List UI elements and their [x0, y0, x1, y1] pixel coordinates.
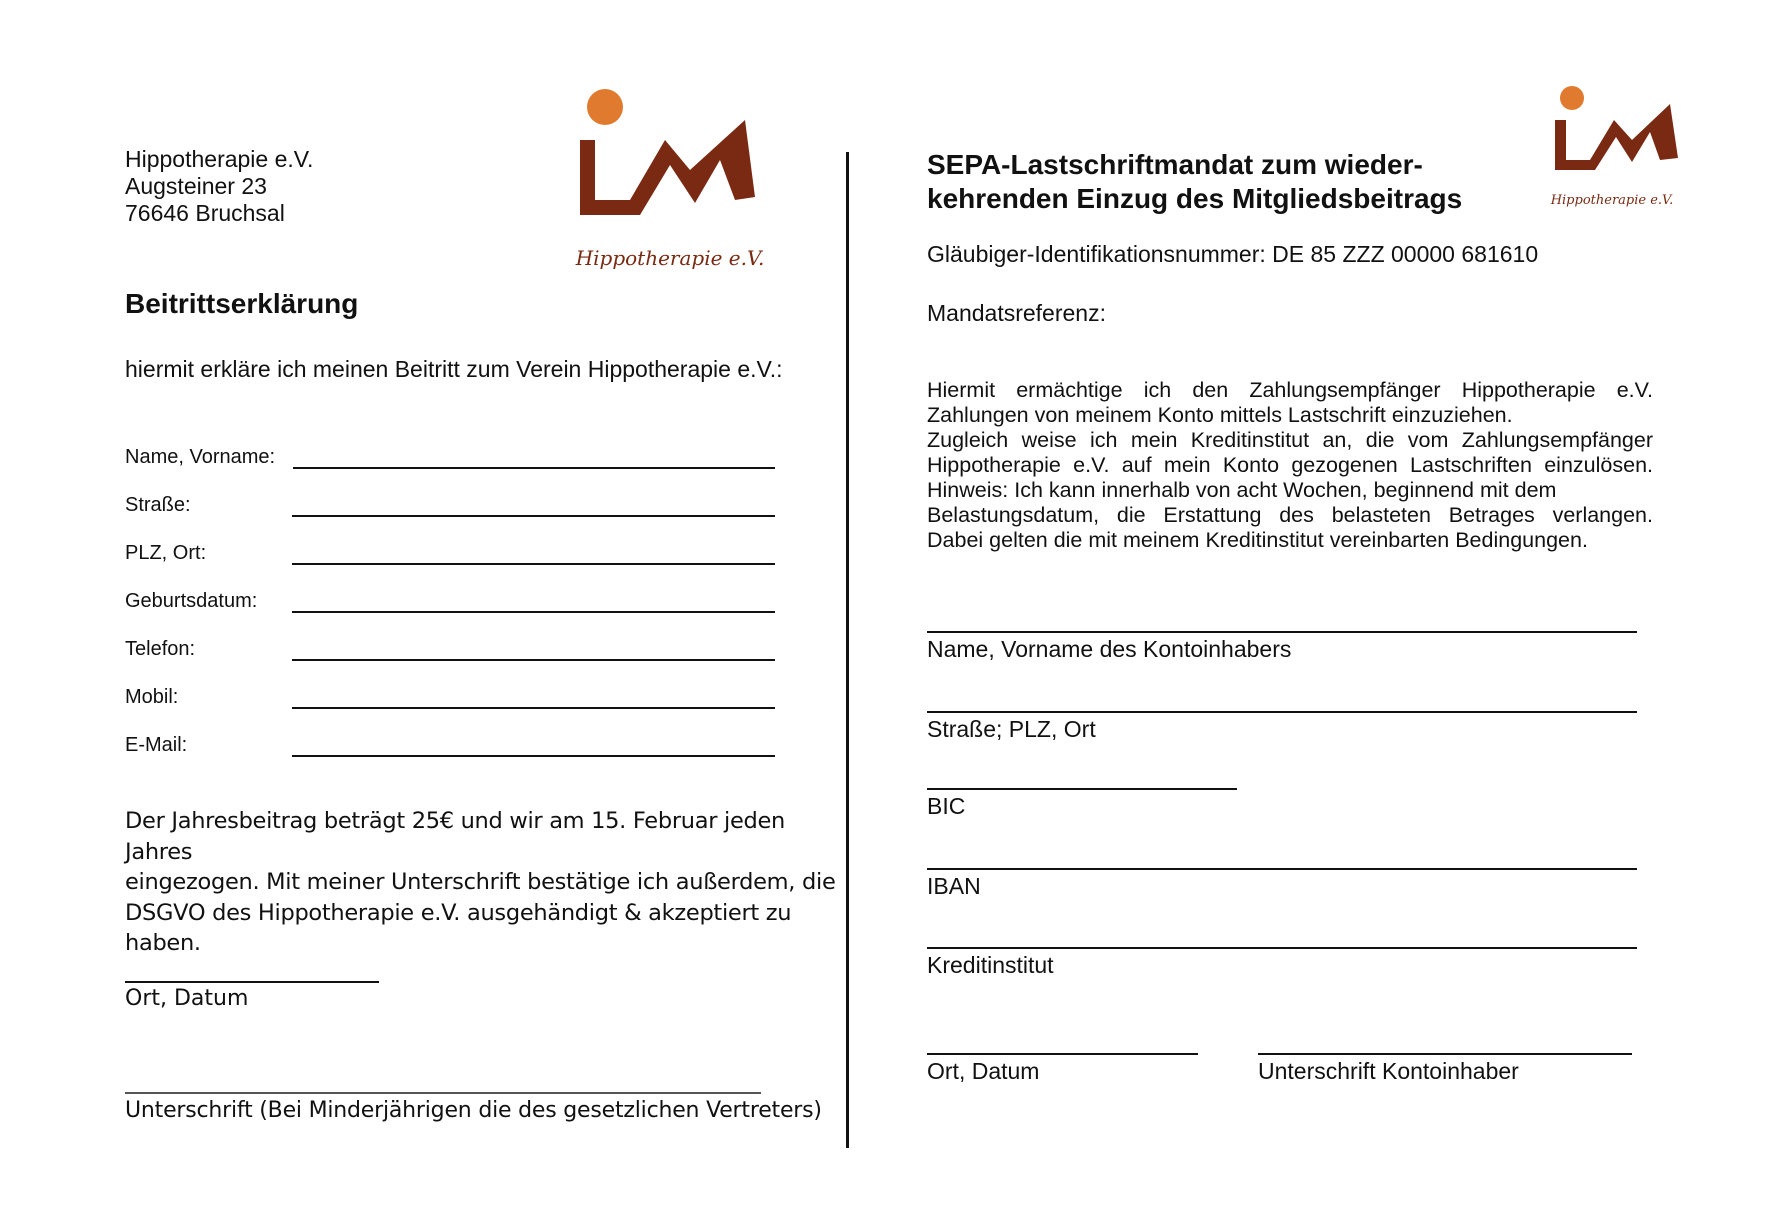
place-date-label: Ort, Datum: [125, 986, 249, 1011]
field-label: Name, Vorname:: [125, 446, 276, 468]
mobile-field[interactable]: [125, 683, 775, 713]
paragraph-line: Dabei gelten die mit meinem Kreditinstitut vereinbarten Bedingungen.: [927, 528, 1588, 552]
paragraph-line: Hippotherapie e.V. auf mein Konto gezogenen Lastschriften einzulösen.: [927, 453, 1653, 477]
logo-text: Hippotherapie e.V.: [575, 246, 765, 270]
paragraph-line: Belastungsdatum, die Erstattung des belasteten Betrages verlangen.: [927, 503, 1653, 527]
birthdate-field[interactable]: [125, 587, 775, 617]
input-line[interactable]: [292, 659, 775, 661]
account-holder-label: Name, Vorname des Kontoinhabers: [927, 636, 1292, 662]
place-date-label-right: Ort, Datum: [927, 1058, 1040, 1084]
fold-divider: [846, 152, 849, 1148]
input-line[interactable]: [292, 515, 775, 517]
input-line[interactable]: [292, 707, 775, 709]
creditor-id: Gläubiger-Identifikationsnummer: DE 85 ZZZ 00000 681610: [927, 241, 1539, 267]
paragraph-line: Hinweis: Ich kann innerhalb von acht Wochen, beginnend mit dem: [927, 478, 1557, 502]
hippotherapie-logo: [570, 85, 770, 275]
address-label: Straße; PLZ, Ort: [927, 716, 1096, 742]
page-title: Beitrittserklärung: [125, 288, 359, 319]
place-date-line-right[interactable]: [927, 1053, 1198, 1055]
paragraph-line: Zahlungen von meinem Konto mittels Lastschrift einzuziehen.: [927, 403, 1513, 427]
input-line[interactable]: [292, 755, 775, 757]
name-field[interactable]: [125, 443, 775, 473]
address-line-input[interactable]: [927, 711, 1637, 713]
place-date-line[interactable]: [125, 981, 379, 983]
bank-label: Kreditinstitut: [927, 952, 1054, 978]
address-line: 76646 Bruchsal: [125, 200, 285, 226]
holder-signature-label: Unterschrift Kontoinhaber: [1258, 1058, 1519, 1084]
mandate-paragraph: [927, 378, 1653, 553]
sepa-title-line: SEPA-Lastschriftmandat zum wieder-: [927, 149, 1423, 180]
logo-text: Hippotherapie e.V.: [1550, 193, 1674, 208]
iban-line[interactable]: [927, 868, 1637, 870]
field-label: E-Mail:: [125, 734, 188, 756]
field-label: Geburtsdatum:: [125, 590, 258, 612]
field-label: Straße:: [125, 494, 191, 516]
iban-label: IBAN: [927, 873, 981, 899]
email-field[interactable]: [125, 731, 775, 761]
sepa-title-line: kehrenden Einzug des Mitgliedsbeitrags: [927, 183, 1463, 214]
paragraph-line: eingezogen. Mit meiner Unterschrift bestätige ich außerdem, die: [125, 869, 836, 895]
field-label: Telefon:: [125, 638, 196, 660]
bic-label: BIC: [927, 793, 966, 819]
sepa-title: [927, 148, 1547, 216]
paragraph-line: Hiermit ermächtige ich den Zahlungsempfänger Hippotherapie e.V.: [927, 378, 1653, 402]
field-label: PLZ, Ort:: [125, 542, 207, 564]
horse-logo-icon: [1550, 82, 1690, 212]
paragraph-line: DSGVO des Hippotherapie e.V. ausgehändigt & akzeptiert zu haben.: [125, 899, 792, 956]
field-label: Mobil:: [125, 686, 179, 708]
address-block: [125, 146, 313, 227]
fee-paragraph: [125, 806, 845, 959]
signature-label: Unterschrift (Bei Minderjährigen die des gesetzlichen Vertreters): [125, 1098, 822, 1123]
input-line[interactable]: [293, 467, 775, 469]
street-field[interactable]: [125, 491, 775, 521]
input-line[interactable]: [292, 563, 775, 565]
hippotherapie-logo-small: [1550, 82, 1690, 212]
intro-text: hiermit erkläre ich meinen Beitritt zum Verein Hippotherapie e.V.:: [125, 356, 783, 382]
paragraph-line: Der Jahresbeitrag beträgt 25€ und wir am 15. Februar jeden Jahres: [125, 808, 786, 865]
phone-field[interactable]: [125, 635, 775, 665]
signature-line[interactable]: [125, 1092, 761, 1094]
horse-logo-icon: [570, 85, 770, 275]
bank-line[interactable]: [927, 947, 1637, 949]
input-line[interactable]: [292, 611, 775, 613]
holder-signature-line[interactable]: [1258, 1053, 1632, 1055]
paragraph-line: Zugleich weise ich mein Kreditinstitut an, die vom Zahlungsempfänger: [927, 428, 1653, 452]
account-holder-line[interactable]: [927, 631, 1637, 633]
address-line: Hippotherapie e.V.: [125, 146, 314, 172]
bic-line[interactable]: [927, 788, 1237, 790]
zip-city-field[interactable]: [125, 539, 775, 569]
address-line: Augsteiner 23: [125, 173, 267, 199]
mandate-reference: Mandatsreferenz:: [927, 300, 1106, 326]
